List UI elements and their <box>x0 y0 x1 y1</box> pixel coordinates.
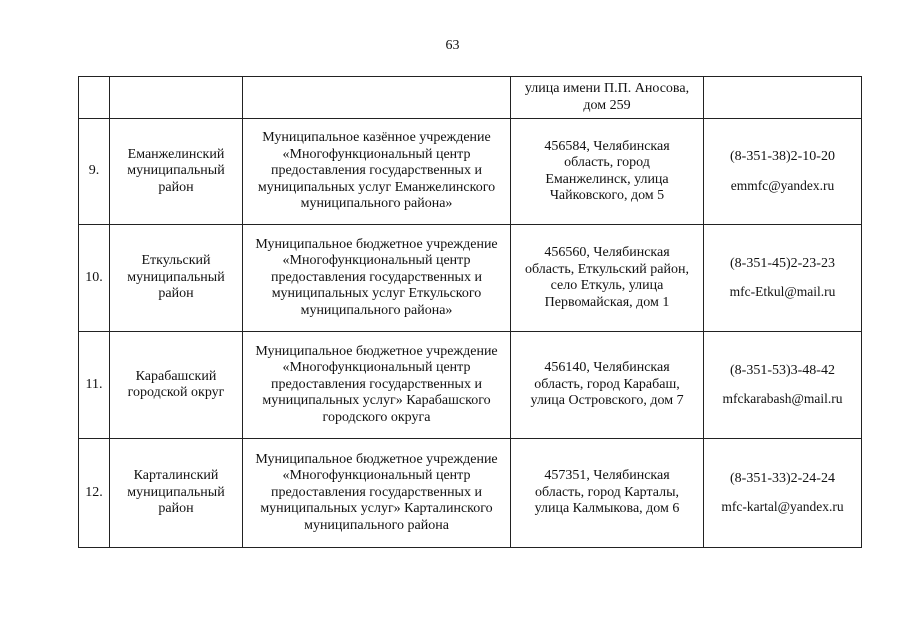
email-address: mfc-Etkul@mail.ru <box>729 284 836 299</box>
district-line: муниципальный <box>127 163 225 179</box>
district-line: муниципальный <box>127 269 225 285</box>
number-cell: 9. <box>79 119 110 225</box>
number-cell: 12. <box>79 439 110 548</box>
organization-line: муниципального района» <box>300 196 453 212</box>
address-cell <box>511 332 704 439</box>
address-line: дом 259 <box>583 97 631 113</box>
organization-line: «Многофункциональный центр <box>282 360 471 376</box>
table-row <box>79 225 862 332</box>
address-line: область, город <box>564 155 650 170</box>
organization-line: муниципальных услуг» Карталинского <box>260 501 493 517</box>
phone-number: (8-351-33)2-24-24 <box>730 470 835 486</box>
organization-line: городского округа <box>322 409 431 425</box>
district-cell <box>110 225 243 332</box>
address-line: улица Островского, дом 7 <box>530 393 684 409</box>
organization-cell <box>243 332 511 439</box>
organization-line: «Многофункциональный центр <box>282 468 471 484</box>
organization-line: «Многофункциональный центр <box>282 146 471 162</box>
organization-line: муниципального района <box>304 517 449 533</box>
organization-line: муниципальных услуг Еткульского <box>271 286 482 302</box>
district-line: городской округ <box>127 385 225 400</box>
organization-cell <box>243 119 511 225</box>
organization-line: предоставления государственных и <box>271 376 482 392</box>
contact-cell <box>704 225 862 332</box>
district-line: Карабашский <box>135 368 217 384</box>
address-cell <box>511 225 704 332</box>
district-line: муниципальный <box>127 484 225 500</box>
phone-number: (8-351-38)2-10-20 <box>730 149 835 164</box>
address-line: улица Калмыкова, дом 6 <box>534 501 680 517</box>
district-line: район <box>158 501 194 517</box>
organization-line: муниципальных услуг» Карабашского <box>262 393 491 409</box>
table-row-continuation <box>79 77 862 119</box>
address-line: село Еткуль, улица <box>550 278 664 293</box>
number-cell: 11. <box>79 332 110 439</box>
address-line: Первомайская, дом 1 <box>544 294 670 310</box>
address-line: 456560, Челябинская <box>544 245 670 260</box>
address-line: улица имени П.П. Аносова, <box>524 81 690 96</box>
email-address: emmfc@yandex.ru <box>730 177 835 193</box>
district-line: район <box>158 286 194 302</box>
address-cell <box>511 439 704 548</box>
organization-line: предоставления государственных и <box>271 163 482 179</box>
district-line: Карталинский <box>133 468 219 484</box>
district-cell <box>110 332 243 439</box>
address-line: Чайковского, дом 5 <box>549 188 665 203</box>
contact-cell <box>704 332 862 439</box>
number-cell <box>79 77 110 119</box>
table-row <box>79 119 862 225</box>
district-cell <box>110 439 243 548</box>
address-line: 457351, Челябинская <box>544 468 670 484</box>
organization-line: Муниципальное бюджетное учреждение <box>255 343 498 359</box>
district-line: район <box>158 179 194 195</box>
organization-line: муниципального района» <box>300 302 453 318</box>
address-line: область, город Карталы, <box>534 484 679 500</box>
email-address: mfckarabash@mail.ru <box>722 391 843 406</box>
organization-cell <box>243 439 511 548</box>
address-line: область, Еткульский район, <box>525 261 689 277</box>
district-cell <box>110 119 243 225</box>
address-cell <box>511 119 704 225</box>
page-number: 63 <box>445 38 460 53</box>
organization-line: предоставления государственных и <box>271 484 482 500</box>
phone-number: (8-351-53)3-48-42 <box>730 362 835 378</box>
organization-cell <box>243 225 511 332</box>
organization-line: Муниципальное бюджетное учреждение <box>255 236 498 252</box>
table-row <box>79 439 862 548</box>
district-cell <box>110 77 243 119</box>
district-line: Еманжелинский <box>127 146 225 162</box>
contact-cell <box>704 119 862 225</box>
organization-line: Муниципальное казённое учреждение <box>262 130 491 146</box>
address-line: 456140, Челябинская <box>544 360 670 376</box>
contact-cell <box>704 77 862 119</box>
organization-cell <box>243 77 511 119</box>
address-cell <box>511 77 704 119</box>
phone-number: (8-351-45)2-23-23 <box>730 255 835 271</box>
email-address: mfc-kartal@yandex.ru <box>721 499 844 514</box>
district-line: Еткульский <box>141 253 211 269</box>
mfc-registry-table <box>78 76 862 548</box>
organization-line: муниципальных услуг Еманжелинского <box>257 179 496 195</box>
address-line: область, город Карабаш, <box>534 376 680 392</box>
organization-line: «Многофункциональный центр <box>282 253 471 269</box>
address-line: Еманжелинск, улица <box>545 171 669 187</box>
address-line: 456584, Челябинская <box>544 138 670 154</box>
table-row <box>79 332 862 439</box>
contact-cell <box>704 439 862 548</box>
organization-line: Муниципальное бюджетное учреждение <box>255 451 498 467</box>
organization-line: предоставления государственных и <box>271 269 482 285</box>
number-cell: 10. <box>79 225 110 332</box>
